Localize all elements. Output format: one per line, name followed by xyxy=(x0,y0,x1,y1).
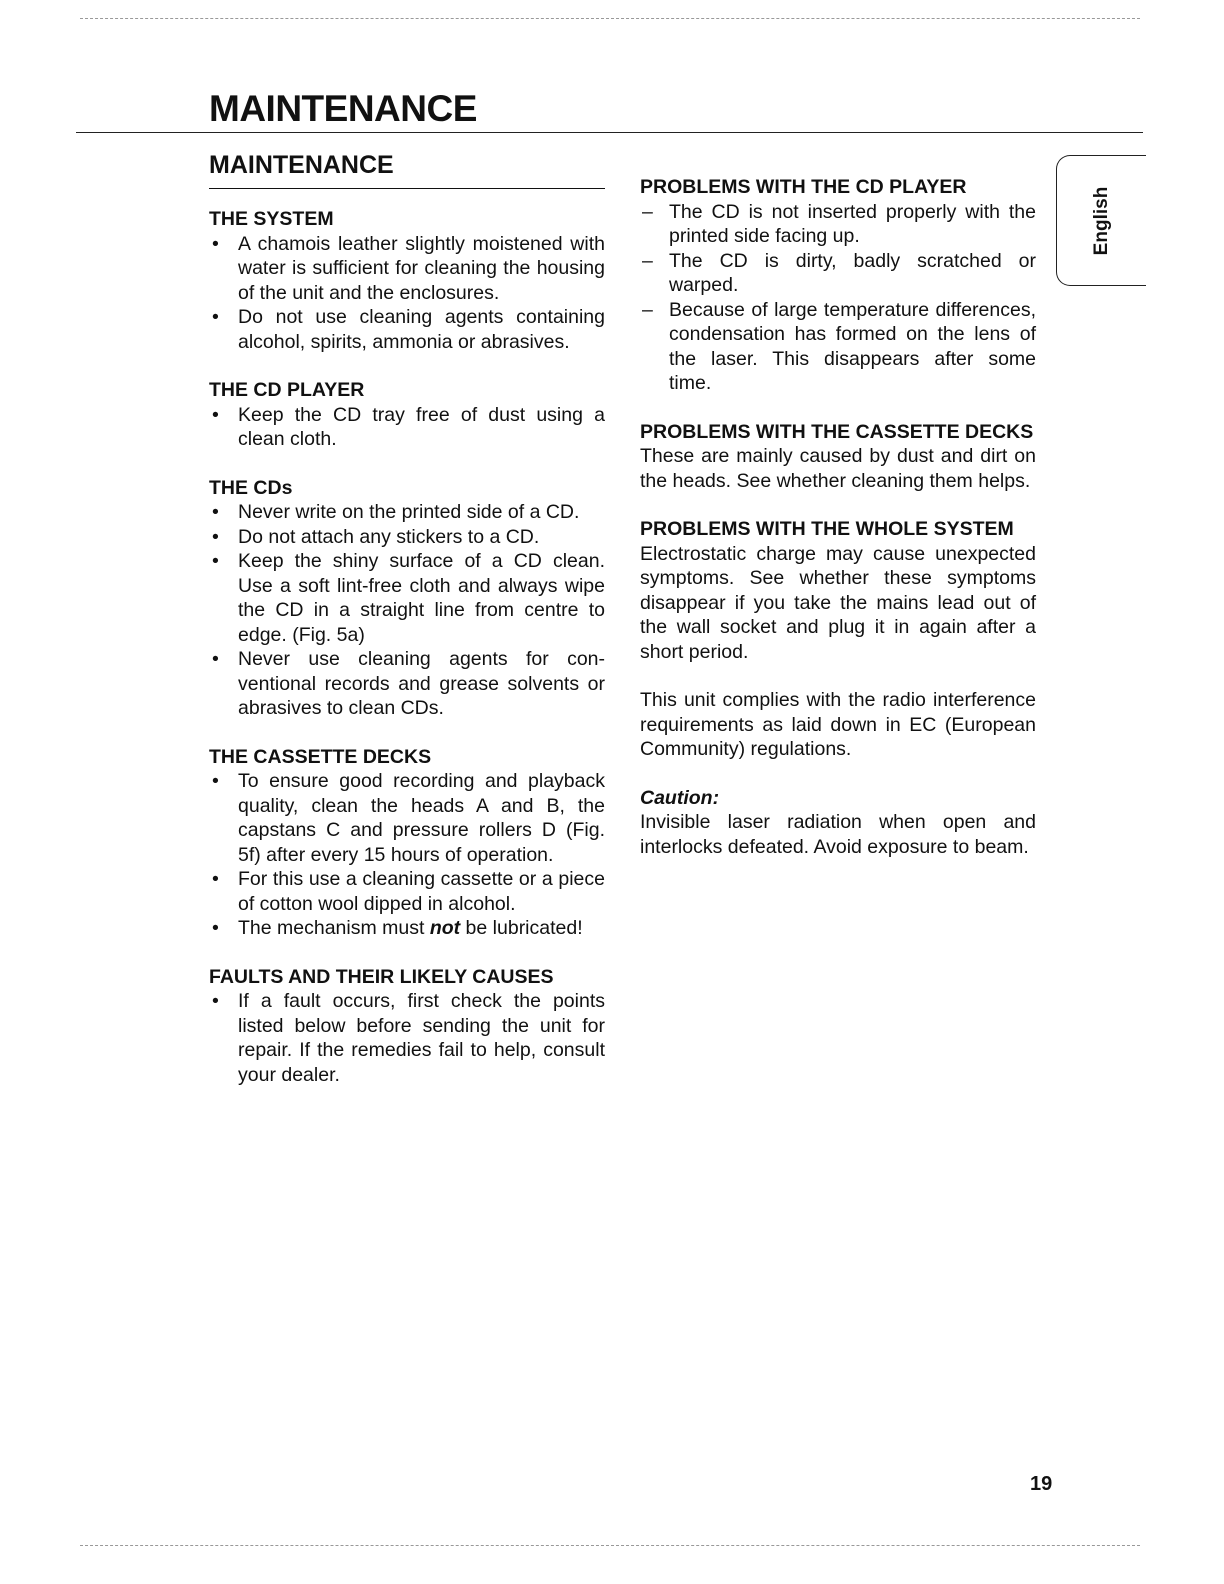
cassette-heading: THE CASSETTE DECKS xyxy=(209,745,432,768)
cd-problems-list xyxy=(640,200,1036,396)
cassette-block xyxy=(209,745,605,941)
left-column xyxy=(209,150,605,1111)
cds-list xyxy=(209,500,605,721)
list-item: • Keep the CD tray free of dust using a clean cloth. xyxy=(209,403,605,452)
cassette-problems-text: These are mainly caused by dust and dirt on the heads. See whether cleaning them helps. xyxy=(640,445,1036,492)
faults-heading: FAULTS AND THEIR LIKELY CAUSES xyxy=(209,965,554,988)
cassette-list xyxy=(209,769,605,941)
list-item xyxy=(209,916,605,941)
cds-heading: THE CDs xyxy=(209,476,293,499)
caution-text: Invisible laser radiation when open and interlocks defeated. Avoid exposure to beam. xyxy=(640,811,1036,858)
system-block xyxy=(209,207,605,354)
language-tab xyxy=(1056,155,1146,286)
cd-player-heading: THE CD PLAYER xyxy=(209,379,365,401)
cassette-problems-heading: PROBLEMS WITH THE CASSETTE DECKS xyxy=(640,420,1034,443)
list-item: • To ensure good recording and playback quality, clean the heads A and B, the capstans C and pressure rollers D (Fig. 5f) after every 15 hours of operation. xyxy=(209,769,605,867)
scan-artifact-top xyxy=(80,18,1140,19)
cd-problems-heading: PROBLEMS WITH THE CD PLAYER xyxy=(640,176,967,198)
list-item: – Because of large temperature differences, condensation has formed on the lens of the laser. This disappears after some time. xyxy=(640,298,1036,396)
list-item: • Keep the shiny surface of a CD clean. Use a soft lint-free cloth and always wipe the CD in a straight line from centre to edge. (Fig. 5a) xyxy=(209,549,605,647)
section-title: MAINTENANCE xyxy=(209,150,605,189)
list-item: • Do not attach any stickers to a CD. xyxy=(209,525,605,550)
list-item: – The CD is not inserted properly with the printed side facing up. xyxy=(640,200,1036,249)
language-tab-label: English xyxy=(1090,186,1112,255)
faults-block xyxy=(209,965,605,1088)
scan-artifact-bottom xyxy=(80,1545,1140,1546)
lubricate-text-start: The mechanism must xyxy=(238,917,430,939)
cd-player-block xyxy=(209,378,605,452)
list-item: • Never use cleaning agents for con-ventional records and grease solvents or abrasives to clean CDs. xyxy=(209,647,605,721)
system-heading: THE SYSTEM xyxy=(209,208,334,230)
lubricate-emphasis: not xyxy=(429,917,461,939)
list-item: • A chamois leather slightly moistened with water is sufficient for cleaning the housing of the unit and the enclosures. xyxy=(209,232,605,306)
compliance-block xyxy=(640,688,1036,762)
caution-label: Caution: xyxy=(640,786,720,809)
system-list xyxy=(209,232,605,355)
page-title: MAINTENANCE xyxy=(209,88,477,129)
faults-list xyxy=(209,989,605,1087)
cds-block xyxy=(209,476,605,721)
list-item: – The CD is dirty, badly scratched or warped. xyxy=(640,249,1036,298)
cassette-problems-block xyxy=(640,420,1036,494)
title-rule xyxy=(76,132,1143,133)
page-number: 19 xyxy=(1030,1473,1053,1495)
list-item: • For this use a cleaning cassette or a piece of cotton wool dipped in alcohol. xyxy=(209,867,605,916)
list-item: • Never write on the printed side of a CD. xyxy=(209,500,605,525)
system-problems-block xyxy=(640,517,1036,664)
cd-problems-block xyxy=(640,175,1036,396)
list-item: • Do not use cleaning agents containing alcohol, spirits, ammonia or abrasives. xyxy=(209,305,605,354)
lubricate-text-end: be lubricated! xyxy=(460,917,583,939)
caution-block xyxy=(640,786,1036,860)
compliance-text: This unit complies with the radio interference requirements as laid down in EC (European Community) regulations. xyxy=(640,689,1036,760)
system-problems-heading: PROBLEMS WITH THE WHOLE SYSTEM xyxy=(640,518,1014,540)
list-item: • If a fault occurs, first check the points listed below before sending the unit for repair. If the remedies fail to help, consult your dealer. xyxy=(209,989,605,1087)
system-problems-text: Electrostatic charge may cause unexpected symptoms. See whether these symptoms disappear if you take the mains lead out of the wall socket and plug it in again after a short period. xyxy=(640,542,1036,663)
cd-player-list xyxy=(209,403,605,452)
right-column xyxy=(640,175,1036,883)
